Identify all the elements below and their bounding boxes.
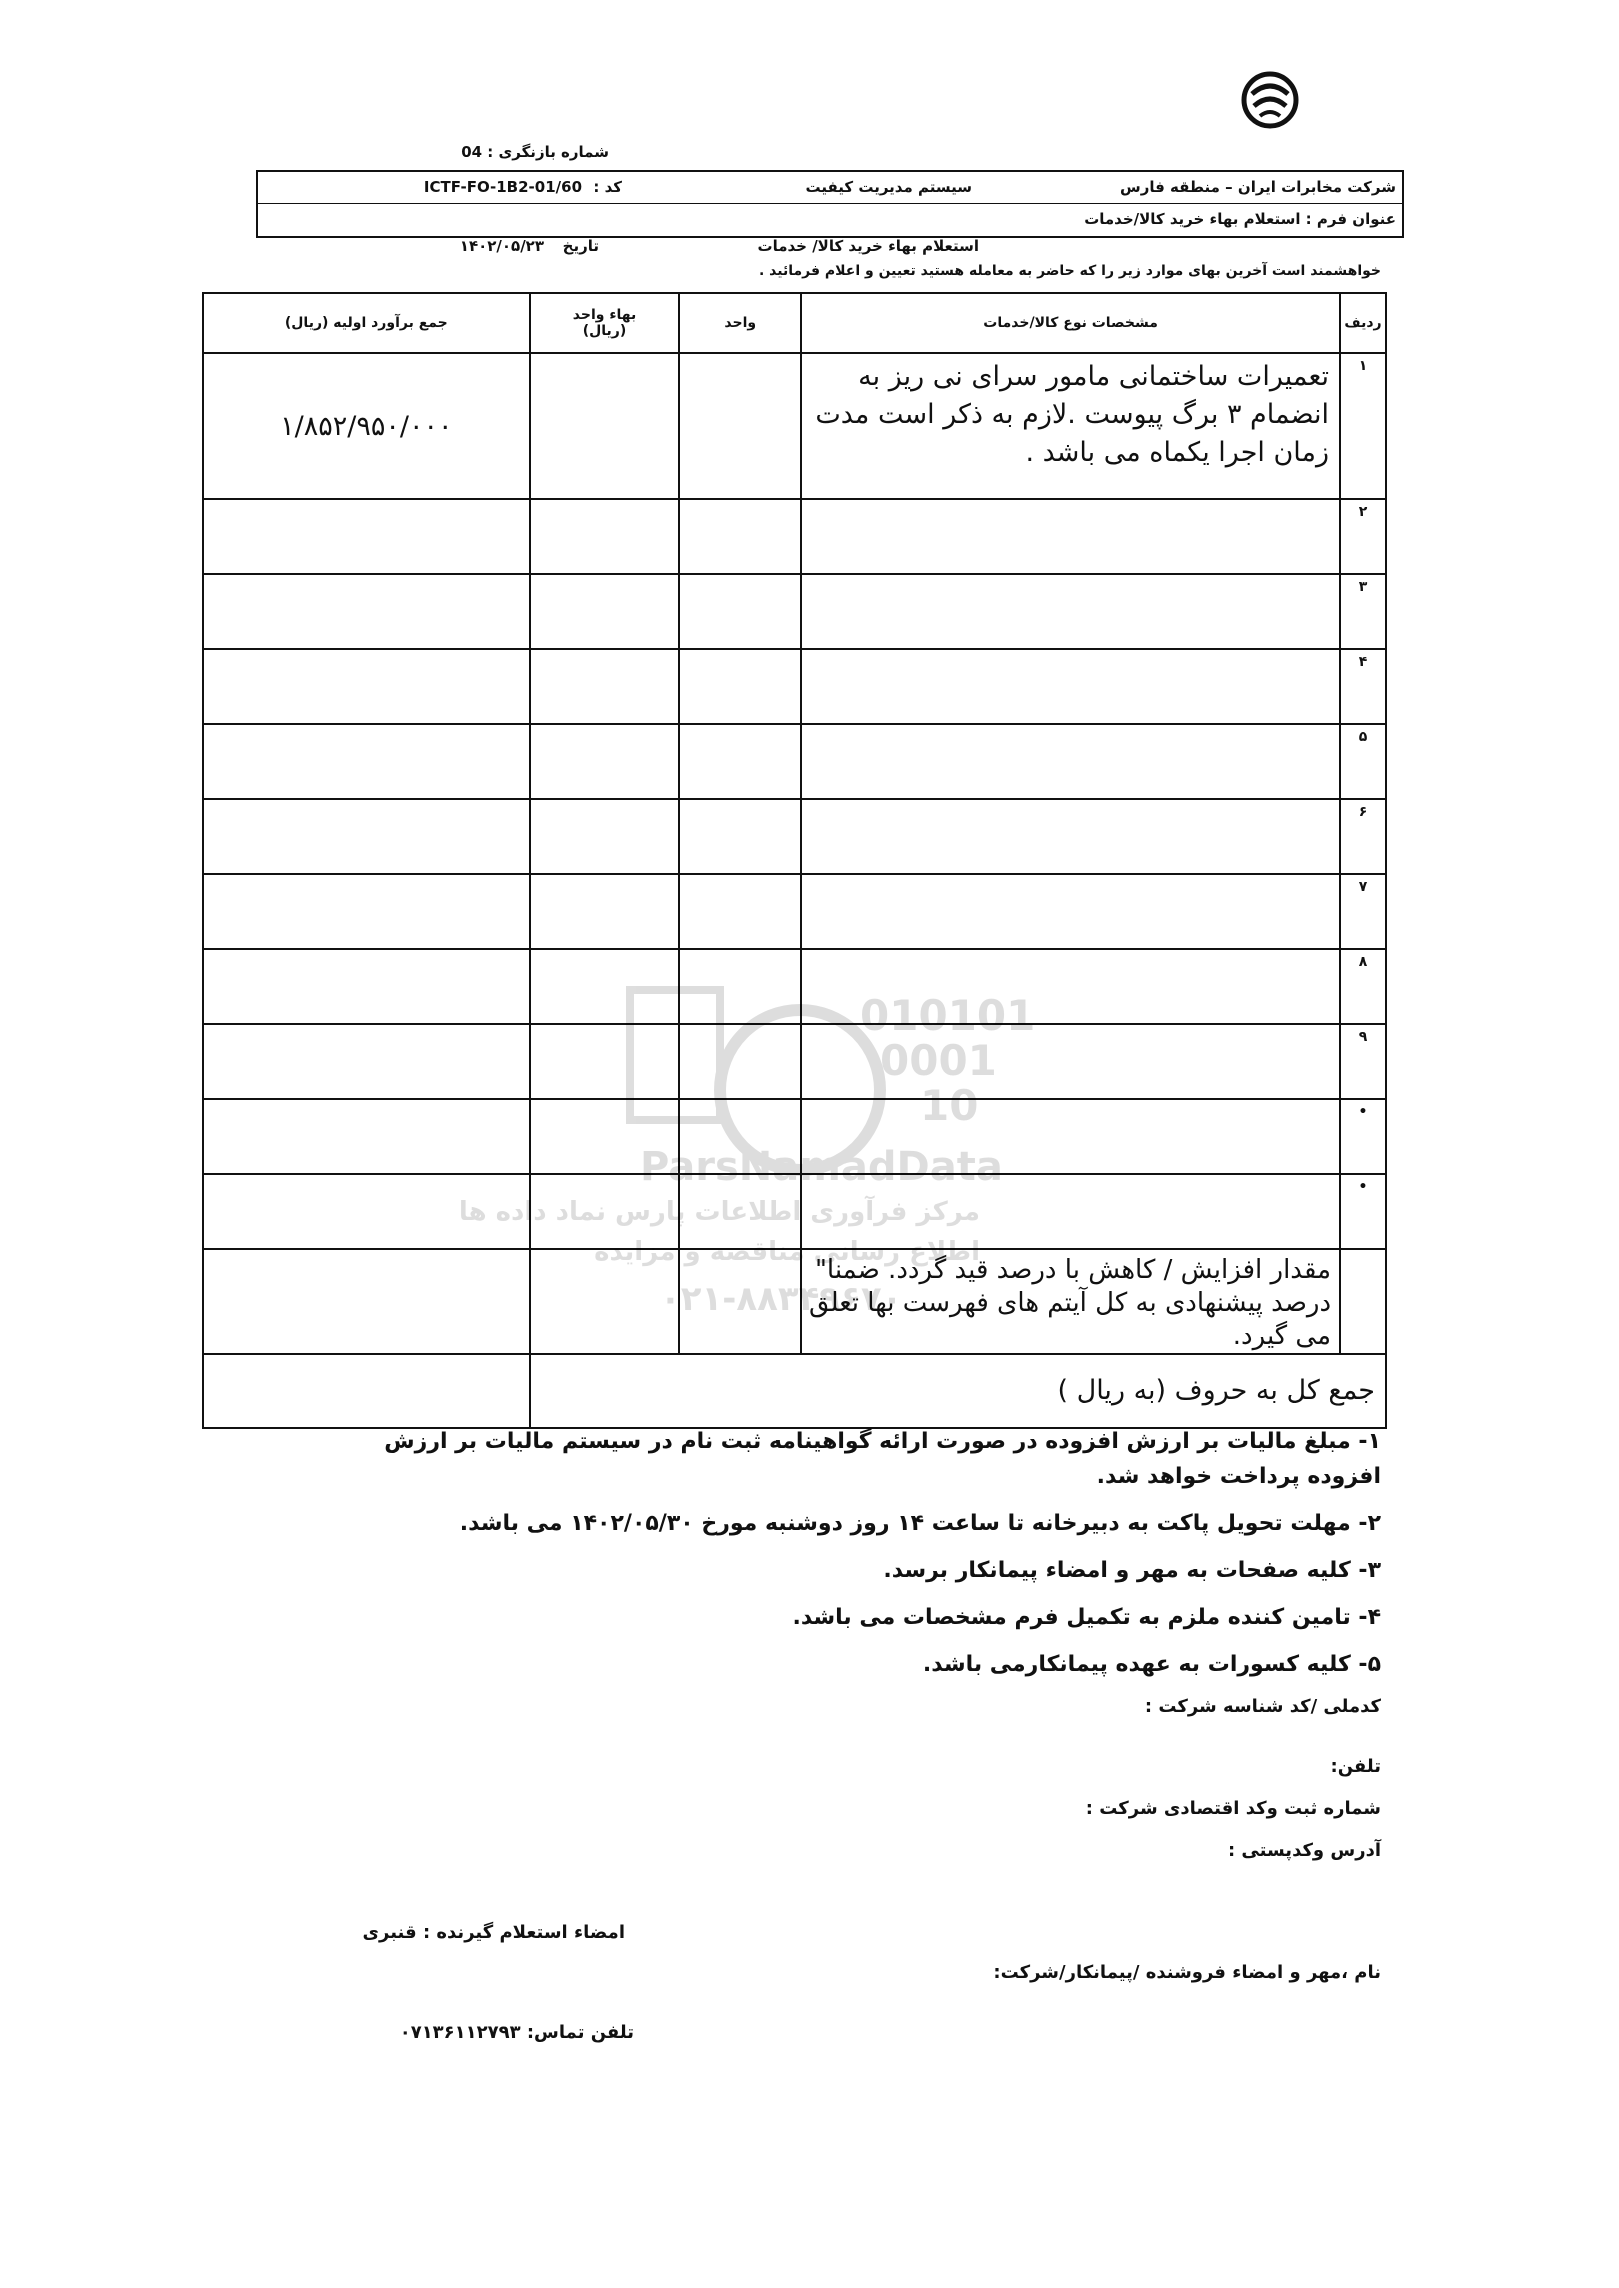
svg-text:مرکز فرآوری اطلاعات پارس نماد: مرکز فرآوری اطلاعات پارس نماد داده ها xyxy=(458,1197,980,1227)
table-row xyxy=(203,574,1386,649)
row-number: ۲ xyxy=(1340,499,1386,574)
system-name: سیستم مدیریت کیفیت xyxy=(805,178,972,196)
row-number: ۸ xyxy=(1340,949,1386,1024)
national-id-field: کدملی /کد شناسه شرکت : xyxy=(1144,1696,1381,1717)
conditions-list xyxy=(321,1424,1381,1694)
svg-text:اطلاع رسانی مناقصه و مزایده: اطلاع رسانی مناقصه و مزایده xyxy=(594,1237,980,1267)
condition-item: ۲- مهلت تحویل پاکت به دبیرخانه تا ساعت ۱۴ روز دوشنبه مورخ ۱۴۰۲/۰۵/۳۰ می باشد. xyxy=(459,1511,1381,1536)
col-unit-header: واحد xyxy=(679,293,801,353)
svg-text:0001: 0001 xyxy=(880,1036,997,1085)
col-desc-header: مشخصات نوع کالا/خدمات xyxy=(801,293,1340,353)
col-total-header: جمع برآورد اولیه (ریال) xyxy=(203,293,530,353)
table-row xyxy=(203,649,1386,724)
condition-item: ۴- تامین کننده ملزم به تکمیل فرم مشخصات می باشد. xyxy=(792,1605,1381,1630)
percent-note: مقدار افزایش / کاهش با درصد قید گردد. ضمنا" درصد پیشنهادی به کل آیتم های فهرست بها تعلق می گیرد. xyxy=(801,1249,1340,1354)
table-header-row xyxy=(203,293,1386,353)
item-description: تعمیرات ساختمانی مامور سرای نی ریز به انضمام ۳ برگ پیوست .لازم به ذکر است مدت زمان اجرا یکماه می باشد . xyxy=(801,353,1340,499)
table-row xyxy=(203,499,1386,574)
row-number: ۴ xyxy=(1340,649,1386,724)
row-number: • xyxy=(1340,1174,1386,1249)
condition-item: ۵- کلیه کسورات به عهده پیمانکارمی باشد. xyxy=(922,1652,1381,1677)
form-header xyxy=(256,170,1404,238)
unit-price-cell xyxy=(530,353,680,499)
watermark-logo-icon xyxy=(458,970,1036,1330)
svg-text:۰۲۱-۸۸۳۴۹۶۷۰: ۰۲۱-۸۸۳۴۹۶۷۰ xyxy=(660,1279,903,1319)
form-title: عنوان فرم : استعلام بهاء خرید کالا/خدمات xyxy=(1084,210,1396,228)
code-label: کد : xyxy=(593,178,622,196)
table-row xyxy=(203,353,1386,499)
unit-cell xyxy=(679,353,801,499)
total-in-words-label: جمع کل به حروف (به ریال ) xyxy=(530,1354,1386,1428)
intro-text: خواهشمند است آخرین بهای موارد زیر را که حاضر به معامله هستید تعیین و اعلام فرمائید . xyxy=(758,263,1381,279)
phone-field: تلفن: xyxy=(1330,1756,1381,1777)
code-value: ICTF-FO-1B2-01/60 xyxy=(423,178,582,196)
total-in-words-value xyxy=(203,1354,530,1428)
total-words-row xyxy=(203,1354,1386,1428)
condition-item: ۳- کلیه صفحات به مهر و امضاء پیمانکار برسد. xyxy=(883,1558,1381,1583)
seller-signature-field: نام ،مهر و امضاء فروشنده /پیمانکار/شرکت: xyxy=(993,1962,1381,1983)
row-number: • xyxy=(1340,1099,1386,1174)
row-number: ۳ xyxy=(1340,574,1386,649)
col-row-header: ردیف xyxy=(1340,293,1386,353)
table-row xyxy=(203,724,1386,799)
address-field: آدرس وکدپستی : xyxy=(1227,1840,1381,1861)
row-number: ۹ xyxy=(1340,1024,1386,1099)
inquiry-title: استعلام بهاء خرید کالا/ خدمات xyxy=(757,237,979,255)
table-row xyxy=(203,874,1386,949)
company-name: شرکت مخابرات ایران – منطقه فارس xyxy=(1120,178,1396,196)
registration-field: شماره ثبت وکد اقتصادی شرکت : xyxy=(1085,1798,1381,1819)
total-amount: ۱/۸۵۲/۹۵۰/۰۰۰ xyxy=(203,353,530,499)
row-number: ۱ xyxy=(1340,353,1386,499)
svg-text:010101: 010101 xyxy=(860,991,1036,1040)
col-unit-price-header: بهاء واحد (ریال) xyxy=(530,293,680,353)
revision-number: شماره بازنگری : 04 xyxy=(461,143,609,161)
inquiry-signer: امضاء استعلام گیرنده : قنبری xyxy=(362,1922,625,1943)
table-row xyxy=(203,799,1386,874)
row-number: ۷ xyxy=(1340,874,1386,949)
svg-text:10: 10 xyxy=(920,1081,979,1130)
row-number: ۶ xyxy=(1340,799,1386,874)
svg-text:ParsNamadData: ParsNamadData xyxy=(640,1144,1003,1190)
company-logo-icon xyxy=(1240,70,1300,130)
date-label: تاریخ xyxy=(562,237,599,255)
row-number: ۵ xyxy=(1340,724,1386,799)
contact-phone: تلفن تماس: ۰۷۱۳۶۱۱۲۷۹۳ xyxy=(399,2022,634,2043)
date-value: ۱۴۰۲/۰۵/۲۳ xyxy=(459,237,544,255)
condition-item: ۱- مبلغ مالیات بر ارزش افزوده در صورت ارائه گواهینامه ثبت نام در سیستم مالیات بر ارزش افزوده پرداخت خواهد شد. xyxy=(384,1429,1381,1489)
